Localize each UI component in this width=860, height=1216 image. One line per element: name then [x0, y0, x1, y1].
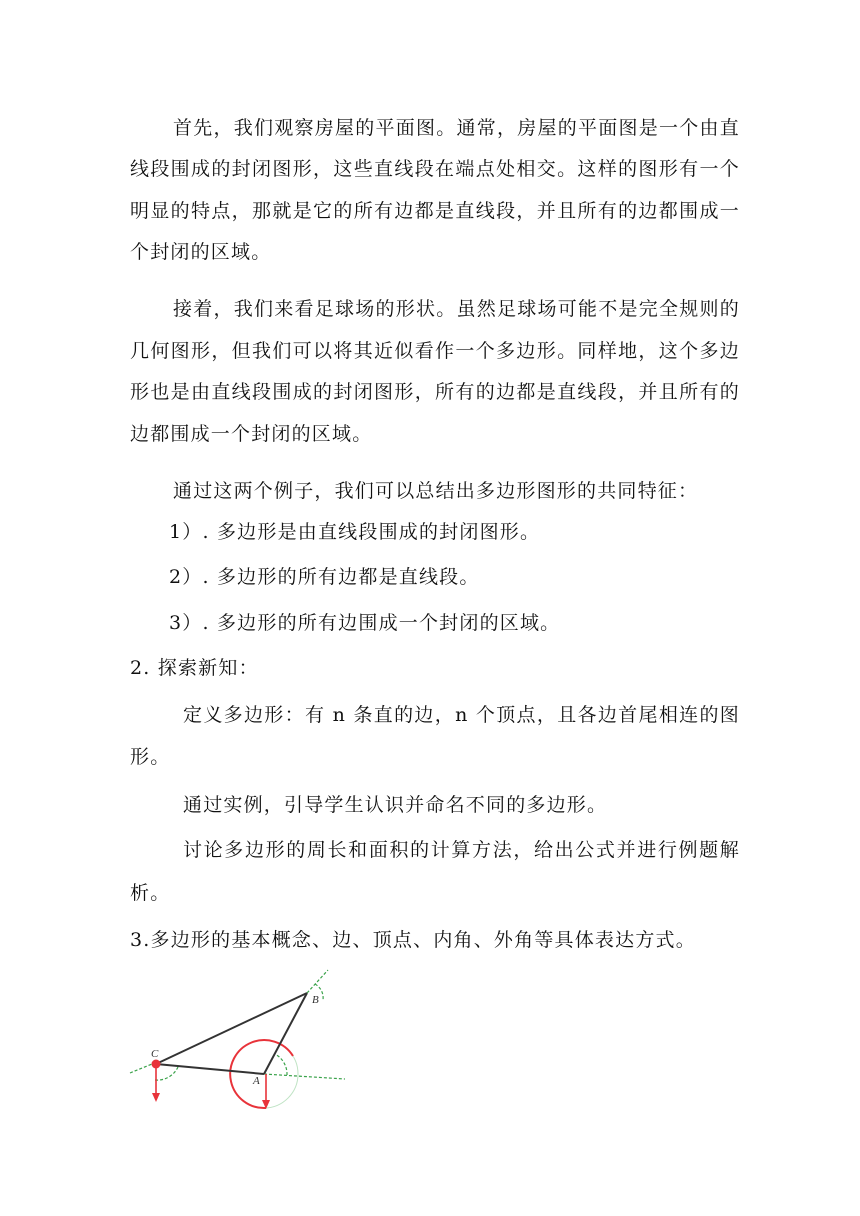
summary-sentence: 通过这两个例子，我们可以总结出多边形图形的共同特征：	[173, 480, 699, 502]
section-3-heading: 3.多边形的基本概念、边、顶点、内角、外角等具体表达方式。	[130, 929, 696, 951]
paragraph-2-line-2: 几何图形，但我们可以将其近似看作一个多边形。同样地，这个多边	[130, 340, 740, 362]
paragraph-2-line-4: 边都围成一个封闭的区域。	[130, 423, 373, 445]
paragraph-2-line-1: 接着，我们来看足球场的形状。虽然足球场可能不是完全规则的	[173, 298, 740, 320]
label-a: A	[253, 1075, 260, 1087]
section-2-heading: 2. 探索新知：	[130, 657, 259, 679]
edge-cb	[156, 993, 307, 1064]
paragraph-1-line-4: 个封闭的区域。	[130, 241, 272, 263]
paragraph-2-line-3: 形也是由直线段围成的封闭图形，所有的边都是直线段，并且所有的	[130, 381, 740, 403]
list-item-1: 1）. 多边形是由直线段围成的封闭图形。	[169, 521, 541, 543]
example-sentence: 通过实例，引导学生认识并命名不同的多边形。	[183, 794, 608, 816]
extension-line-a	[264, 1074, 345, 1079]
definition-line-1: 定义多边形：有 n 条直的边，n 个顶点，且各边首尾相连的图	[183, 704, 740, 726]
edge-ba	[264, 993, 307, 1074]
paragraph-1-line-2: 线段围成的封闭图形，这些直线段在端点处相交。这样的图形有一个	[130, 158, 740, 180]
exterior-angle-arc-a	[275, 1054, 287, 1075]
label-b: B	[312, 994, 319, 1006]
list-item-2: 2）. 多边形的所有边都是直线段。	[169, 566, 480, 588]
vertex-c-dot	[152, 1060, 161, 1069]
paragraph-1-line-1: 首先，我们观察房屋的平面图。通常，房屋的平面图是一个由直	[173, 117, 740, 139]
edge-ca	[156, 1064, 264, 1074]
label-c: C	[151, 1048, 159, 1060]
extension-line-b	[307, 970, 328, 993]
list-item-3: 3）. 多边形的所有边围成一个封闭的区域。	[169, 612, 561, 634]
exterior-angle-arc-c	[155, 1067, 178, 1080]
discussion-line-2: 析。	[130, 882, 171, 904]
triangle-angle-figure	[125, 960, 355, 1120]
paragraph-1-line-3: 明显的特点，那就是它的所有边都是直线段，并且所有的边都围成一	[130, 200, 740, 222]
discussion-line-1: 讨论多边形的周长和面积的计算方法，给出公式并进行例题解	[183, 839, 740, 861]
definition-line-2: 形。	[130, 746, 171, 768]
arrow-c-head	[152, 1093, 160, 1102]
